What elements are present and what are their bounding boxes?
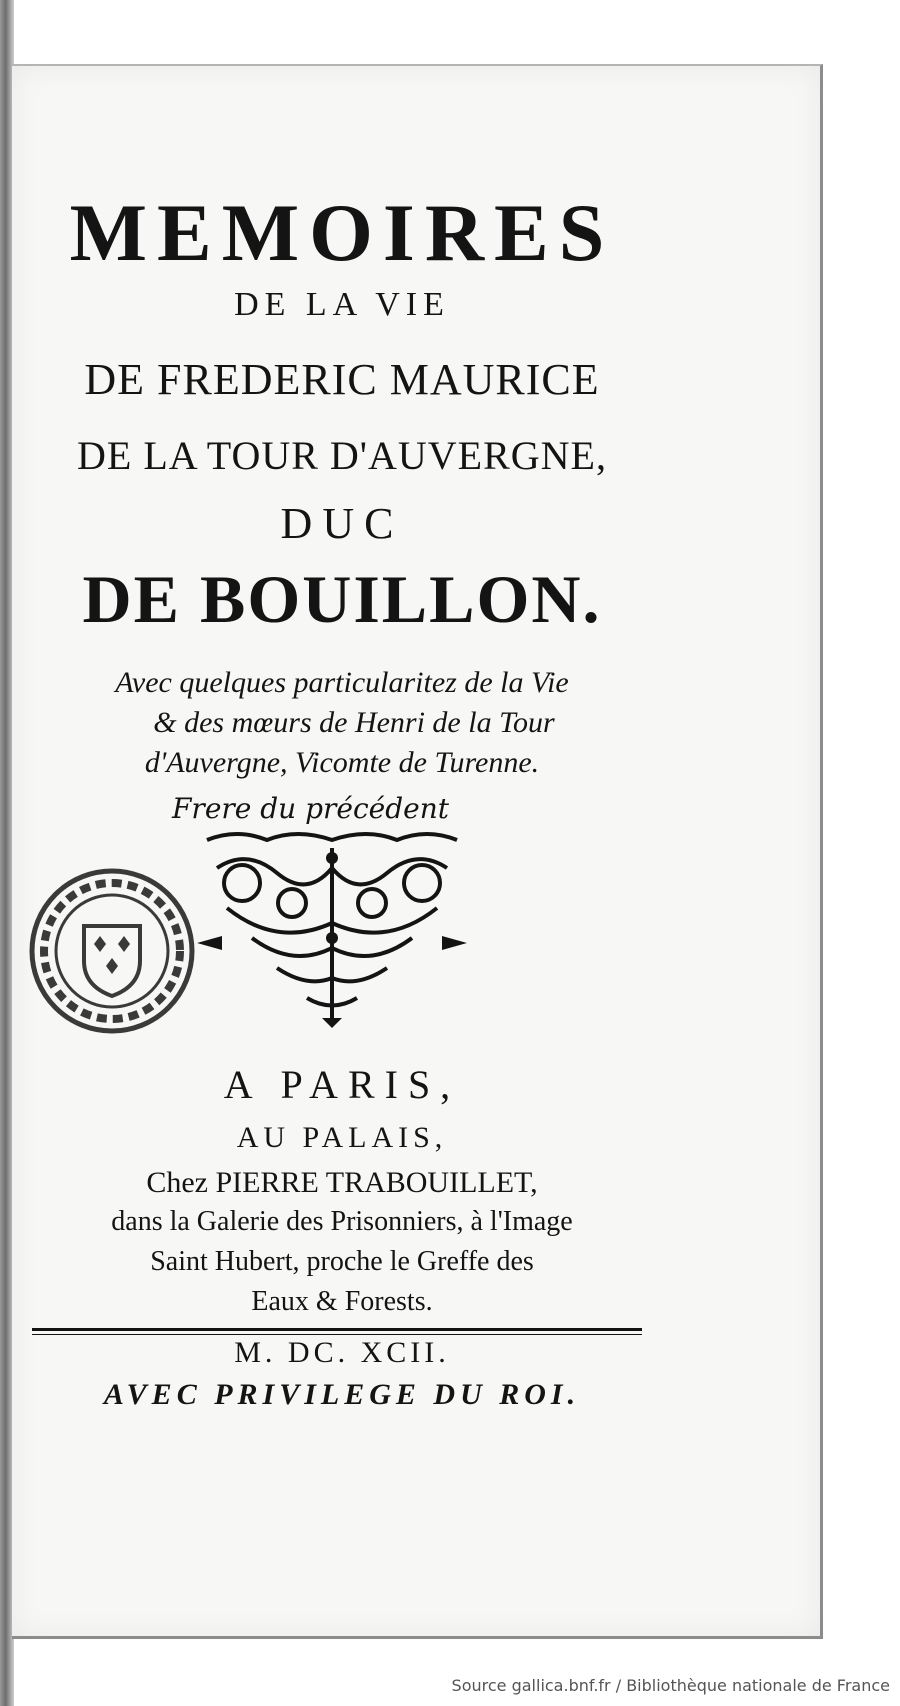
imprint-place: AU PALAIS, <box>236 1121 448 1154</box>
imprint-address-line-3: Eaux & Forests. <box>251 1286 433 1317</box>
imprint-city: A PARIS, <box>223 1062 461 1107</box>
publication-date: M. DC. XCII. <box>234 1336 450 1369</box>
title-line-2: DE LA VIE <box>234 286 450 323</box>
title-line-3: DE FREDERIC MAURICE <box>84 355 600 404</box>
subtitle-line-1: Avec quelques particularitez de la Vie <box>115 666 569 699</box>
library-stamp-icon <box>22 866 202 1036</box>
title-line-5: DUC <box>280 499 404 548</box>
imprint-rule <box>32 1328 642 1331</box>
subtitle-line-3: d'Auvergne, Vicomte de Turenne. <box>144 746 540 779</box>
title-line-4: DE LA TOUR D'AUVERGNE, <box>77 433 607 478</box>
imprint-address-line-2: Saint Hubert, proche le Greffe des <box>150 1246 534 1277</box>
book-title: MEMOIRES <box>69 187 615 278</box>
source-credit: Source gallica.bnf.fr / Bibliothèque nationale de France <box>451 1676 890 1695</box>
royal-privilege: AVEC PRIVILEGE DU ROI. <box>103 1378 581 1411</box>
handwritten-annotation: Frere du précédent <box>172 792 450 825</box>
title-line-6: DE BOUILLON. <box>82 561 602 637</box>
imprint-rule-thin <box>32 1334 642 1335</box>
printer-ornament-icon <box>197 828 467 1028</box>
title-page <box>12 64 823 1639</box>
subtitle-line-2: & des mœurs de Henri de la Tour <box>153 706 555 739</box>
imprint-publisher: Chez PIERRE TRABOUILLET, <box>146 1166 538 1199</box>
imprint-address-line-1: dans la Galerie des Prisonniers, à l'Image <box>111 1206 573 1237</box>
